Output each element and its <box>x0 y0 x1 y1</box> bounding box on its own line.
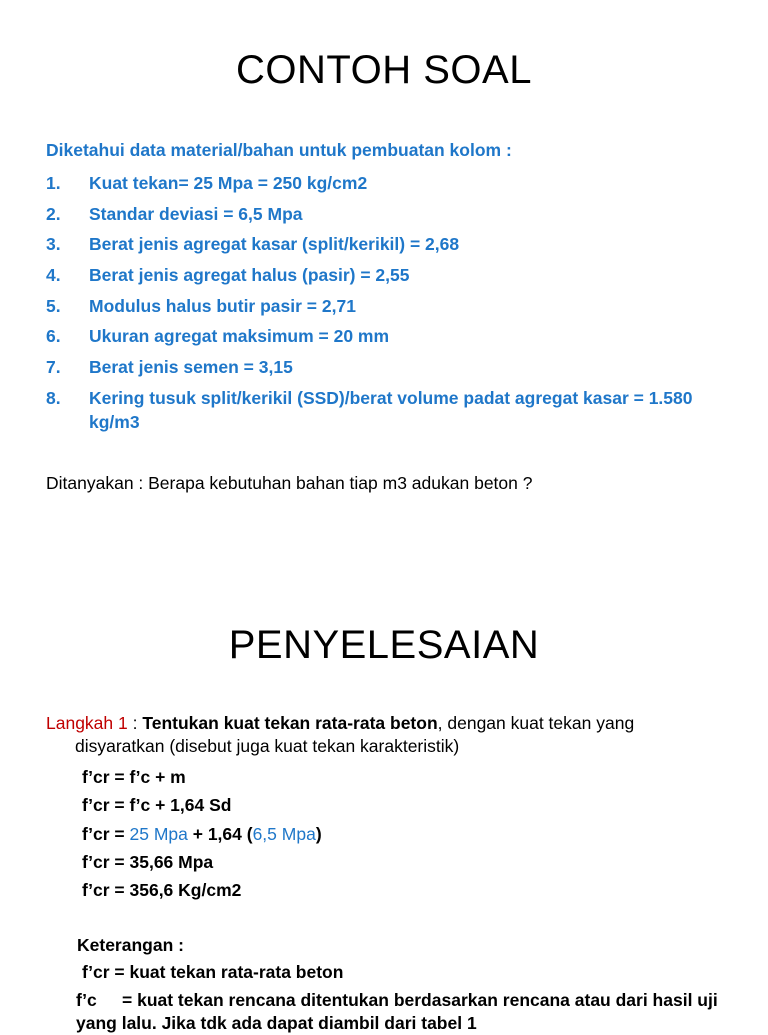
material-list <box>46 171 736 441</box>
item-text: Modulus halus butir pasir = 2,71 <box>89 295 356 316</box>
item-text: Berat jenis agregat kasar (split/kerikil) = 2,68 <box>89 234 460 255</box>
note-term: f’c <box>76 990 97 1010</box>
formula-part: + 1,64 ( <box>187 823 253 844</box>
formula-line: f’cr = f’c + m <box>82 767 186 787</box>
formula-line: f’cr = 35,66 Mpa <box>82 851 214 872</box>
item-number: 7. <box>46 357 61 378</box>
item-number: 2. <box>46 203 61 224</box>
item-text: Berat jenis agregat halus (pasir) = 2,55 <box>89 265 410 286</box>
list-item <box>46 263 736 287</box>
item-text: Ukuran agregat maksimum = 20 mm <box>89 326 390 347</box>
question-text: Ditanyakan : Berapa kebutuhan bahan tiap m3 adukan beton ? <box>46 473 533 493</box>
note-definition: = kuat tekan rencana ditentukan berdasarkan rencana atau dari hasil uji yang lalu. Jika tdk ada dapat diambil dari tabel 1 <box>76 990 718 1033</box>
note-fcr: f’cr = kuat tekan rata-rata beton <box>82 962 344 982</box>
item-text: Kering tusuk split/kerikil (SSD)/berat volume padat agregat kasar = 1.580 kg/m3 <box>89 387 693 432</box>
list-item <box>46 294 736 318</box>
item-text: Berat jenis semen = 3,15 <box>89 357 293 378</box>
list-item <box>46 202 736 226</box>
formula-value-fc: 25 Mpa <box>129 823 188 844</box>
formula-part: f’cr = <box>82 823 130 844</box>
step-label: Langkah 1 <box>46 713 128 733</box>
list-item <box>46 355 736 379</box>
item-number: 3. <box>46 234 61 255</box>
formula-part: ) <box>315 823 322 844</box>
note-fc <box>76 989 736 1035</box>
item-text: Standar deviasi = 6,5 Mpa <box>89 203 303 224</box>
list-item <box>46 232 736 256</box>
step-heading: Tentukan kuat tekan rata-rata beton <box>142 713 438 733</box>
list-item <box>46 386 736 434</box>
step-1-paragraph <box>46 712 736 758</box>
slide2-title: PENYELESAIAN <box>228 623 540 667</box>
formula-block <box>82 763 322 904</box>
formula-value-sd: 6,5 Mpa <box>252 823 316 844</box>
formula-line: f’cr = f’c + 1,64 Sd <box>82 795 232 816</box>
item-number: 6. <box>46 326 61 347</box>
intro-text: Diketahui data material/bahan untuk pembuatan kolom : <box>46 140 512 160</box>
item-number: 4. <box>46 265 61 286</box>
item-number: 8. <box>46 387 61 408</box>
formula-line: f’cr = 356,6 Kg/cm2 <box>82 880 242 901</box>
list-item <box>46 324 736 348</box>
formula-line <box>82 820 322 848</box>
list-item <box>46 171 736 195</box>
step-separator: : <box>127 713 143 733</box>
item-text: Kuat tekan= 25 Mpa = 250 kg/cm2 <box>89 173 368 193</box>
note-title: Keterangan : <box>77 935 184 955</box>
item-number: 5. <box>46 295 61 316</box>
step-rest: , dengan kuat tekan yang <box>437 713 635 733</box>
step-continuation: disyaratkan (disebut juga kuat tekan karakteristik) <box>75 736 460 756</box>
item-number: 1. <box>46 173 61 193</box>
slide1-title: CONTOH SOAL <box>236 48 532 92</box>
